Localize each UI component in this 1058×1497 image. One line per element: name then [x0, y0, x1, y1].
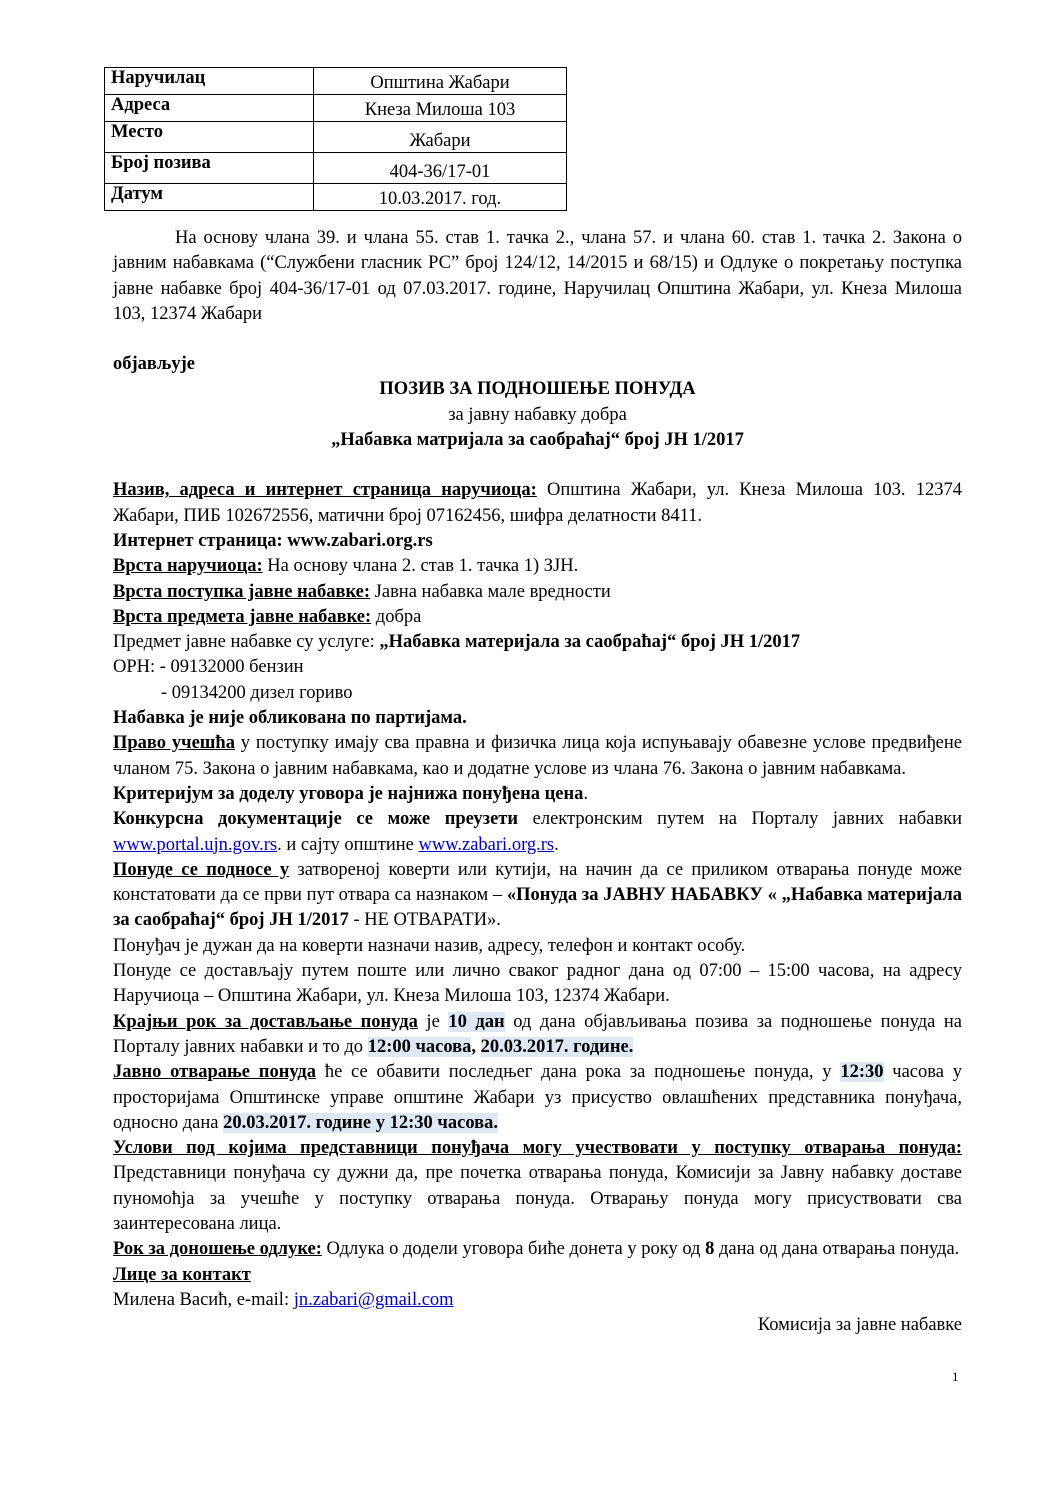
section-text: . и сајту општине [277, 834, 419, 855]
no-lots-line: Набавка је није обликована по партијама. [113, 708, 467, 729]
contact-label: Лице за контакт [113, 1264, 251, 1285]
section-text: добра [371, 606, 422, 627]
highlight-text: 12:00 часова [367, 1036, 472, 1057]
section-text: Јавна набавка мале вредности [370, 581, 611, 602]
table-cell-label: Датум [105, 184, 314, 211]
intro-paragraph: На основу члана 39. и члана 55. став 1. тачка 2., члана 57. и члана 60. став 1. тачка 2. Закона о јавним набавкама (“Службени гласник РС” број 124/12, 14/2015 и 68/15) и Одлуке о покретању поступка јавне набавке број 404-36/17-01 од 07.03.2017. године, Наручилац Општина Жабари, ул. Кнеза Милоша 103, 12374 Жабари [113, 228, 962, 324]
section-label: Врста наручиоца: [113, 556, 263, 577]
municipality-site-link[interactable]: www.zabari.org.rs [418, 834, 555, 855]
section-text: На основу члана 2. став 1. тачка 1) ЗЈН. [262, 556, 579, 577]
decision-paragraph [113, 1237, 962, 1262]
table-cell-value: 404-36/17-01 [314, 153, 567, 184]
table-row [105, 68, 567, 95]
bidder-duty-line: Понуђач је дужан да на коверти назначи назив, адресу, телефон и контакт особу. [113, 935, 746, 956]
subject-line [113, 630, 962, 655]
section-text: у поступку имају сва правна и физичка лица која испуњавају обавезне услове предвиђене чланом 75. Закона о јавним набавкама, као и додатне услове из члана 76. Закона о јавним набавкама. [113, 733, 962, 779]
section-text: затвореној коверти или кутији, на начин да се приликом отварања понуде може констатовати да се први пут отвара са назнаком – [113, 859, 962, 906]
section-label: Право учешћа [113, 733, 235, 754]
section-bold: „Набавка материјала за саобраћај“ број ЈН 1/2017 [379, 632, 801, 653]
publishes-label: објављује [113, 354, 195, 375]
table-cell-label: Број позива [105, 153, 314, 184]
contact-email-link[interactable]: jn.zabari@gmail.com [293, 1289, 454, 1310]
section-label: Крајњи рок за достављање понуда [113, 1011, 418, 1032]
section-label: Рок за доношење одлуке: [113, 1239, 322, 1260]
section-label: Врста поступка јавне набавке: [113, 581, 371, 602]
website-line: Интернет страница: www.zabari.org.rs [113, 530, 433, 551]
opening-paragraph [113, 1060, 962, 1136]
portal-link[interactable]: www.portal.ujn.gov.rs [113, 834, 278, 855]
section-label: Услови под којима представници понуђача могу учествовати у поступку отварања понуда: [113, 1138, 962, 1159]
section-bold: «Понуда за ЈАВНУ НАБАВКУ « „Набавка материјала за саобраћај“ број ЈН 1/2017 [113, 885, 962, 931]
section-bold: Критеријум за доделу уговора је најнижа понуђена цена [113, 783, 584, 804]
section-label: Понуде се подносе у [113, 859, 290, 880]
deadline-paragraph [113, 1010, 962, 1061]
document-title: ПОЗИВ ЗА ПОДНОШЕЊЕ ПОНУДА [379, 379, 696, 400]
table-cell-value: Кнеза Милоша 103 [314, 95, 567, 122]
table-cell-label: Наручилац [105, 68, 314, 95]
participation-right-paragraph [113, 731, 962, 782]
section-label: Јавно отварање понуда [113, 1062, 317, 1083]
criterion-line [113, 782, 962, 807]
document-body [113, 226, 962, 1338]
table-cell-value: Жабари [314, 122, 567, 153]
authority-type-line [113, 554, 962, 579]
section-text: . [583, 783, 589, 804]
table-cell-value: 10.03.2017. год. [314, 184, 567, 211]
contact-name: Милена Васић, e-mail: [113, 1289, 294, 1310]
documentation-paragraph [113, 807, 962, 858]
table-row [105, 122, 567, 153]
header-info-table [104, 67, 567, 211]
highlight-text: 12:30 [840, 1062, 884, 1083]
highlight-text: 20.03.2017. године. [480, 1036, 634, 1057]
section-label: Врста предмета јавне набавке: [113, 606, 372, 627]
section-text: електронским путем на Порталу јавних набавки [518, 809, 962, 830]
highlight-text: 20.03.2017. године у 12:30 часова. [223, 1112, 498, 1133]
delivery-paragraph: Понуде се достављају путем поште или лично сваког радног дана од 07:00 – 15:00 часова, на адресу Наручиоца – Општина Жабари, ул. Кнеза Милоша 103, 12374 Жабари. [113, 961, 962, 1007]
table-row [105, 95, 567, 122]
section-text: Општина Жабари, ул. Кнеза Милоша 103. 12374 Жабари, ПИБ 102672556, матични број 07162456, шифра делатности 8411. [113, 480, 962, 526]
highlight-text: 10 дан [448, 1011, 505, 1032]
orn-line-1: ОРН: - 09132000 бензин [113, 657, 304, 678]
contact-line [113, 1288, 962, 1313]
table-cell-label: Адреса [105, 95, 314, 122]
submission-paragraph [113, 858, 962, 934]
conditions-paragraph [113, 1136, 962, 1237]
contracting-authority-paragraph [113, 478, 962, 529]
section-text: , [471, 1036, 481, 1057]
section-text: . [554, 834, 559, 855]
section-text: Представници понуђача су дужни да, пре почетка отварања понуда, Комисији за Јавну набавку доставе пуномоћја за учешће у поступку отварања понуда. Отварању понуда могу присуствовати сва заинтересована лица. [113, 1163, 962, 1234]
section-bold: Конкурсна документације се може преузети [113, 809, 519, 830]
subject-type-line [113, 605, 962, 630]
section-text: часова у просторијама Општинске управе општине Жабари уз присуство овлашћених представника понуђача, односно дана [113, 1062, 962, 1133]
orn-line-2: - 09134200 дизел гориво [161, 682, 353, 703]
section-label: Назив, адреса и интернет страница наручиоца: [113, 480, 537, 501]
section-text: дана од дана отварања понуда. [714, 1239, 960, 1260]
document-subtitle: за јавну набавку добра [448, 404, 627, 425]
page-number: 1 [952, 1369, 959, 1384]
section-text: - НЕ ОТВАРАТИ». [353, 910, 501, 931]
table-row [105, 153, 567, 184]
table-cell-label: Место [105, 122, 314, 153]
signature-line: Комисија за јавне набавке [757, 1315, 962, 1336]
table-row [105, 184, 567, 211]
table-cell-value: Општина Жабари [314, 68, 567, 95]
procedure-type-line [113, 580, 962, 605]
section-text: ће се обавити последњег дана рока за подношење понуда, у [316, 1062, 841, 1083]
subject-title: „Набавка матријала за саобраћај“ број ЈН 1/2017 [331, 430, 744, 451]
section-text: Предмет јавне набавке су услуге: [113, 632, 380, 653]
section-bold: 8 [705, 1239, 715, 1260]
section-text: од дана објављивања позива за подношење понуда на Порталу јавних набавки и то до [113, 1011, 962, 1057]
section-text: је [417, 1011, 449, 1032]
section-text: Одлука о додели уговора биће донета у року од [321, 1239, 706, 1260]
